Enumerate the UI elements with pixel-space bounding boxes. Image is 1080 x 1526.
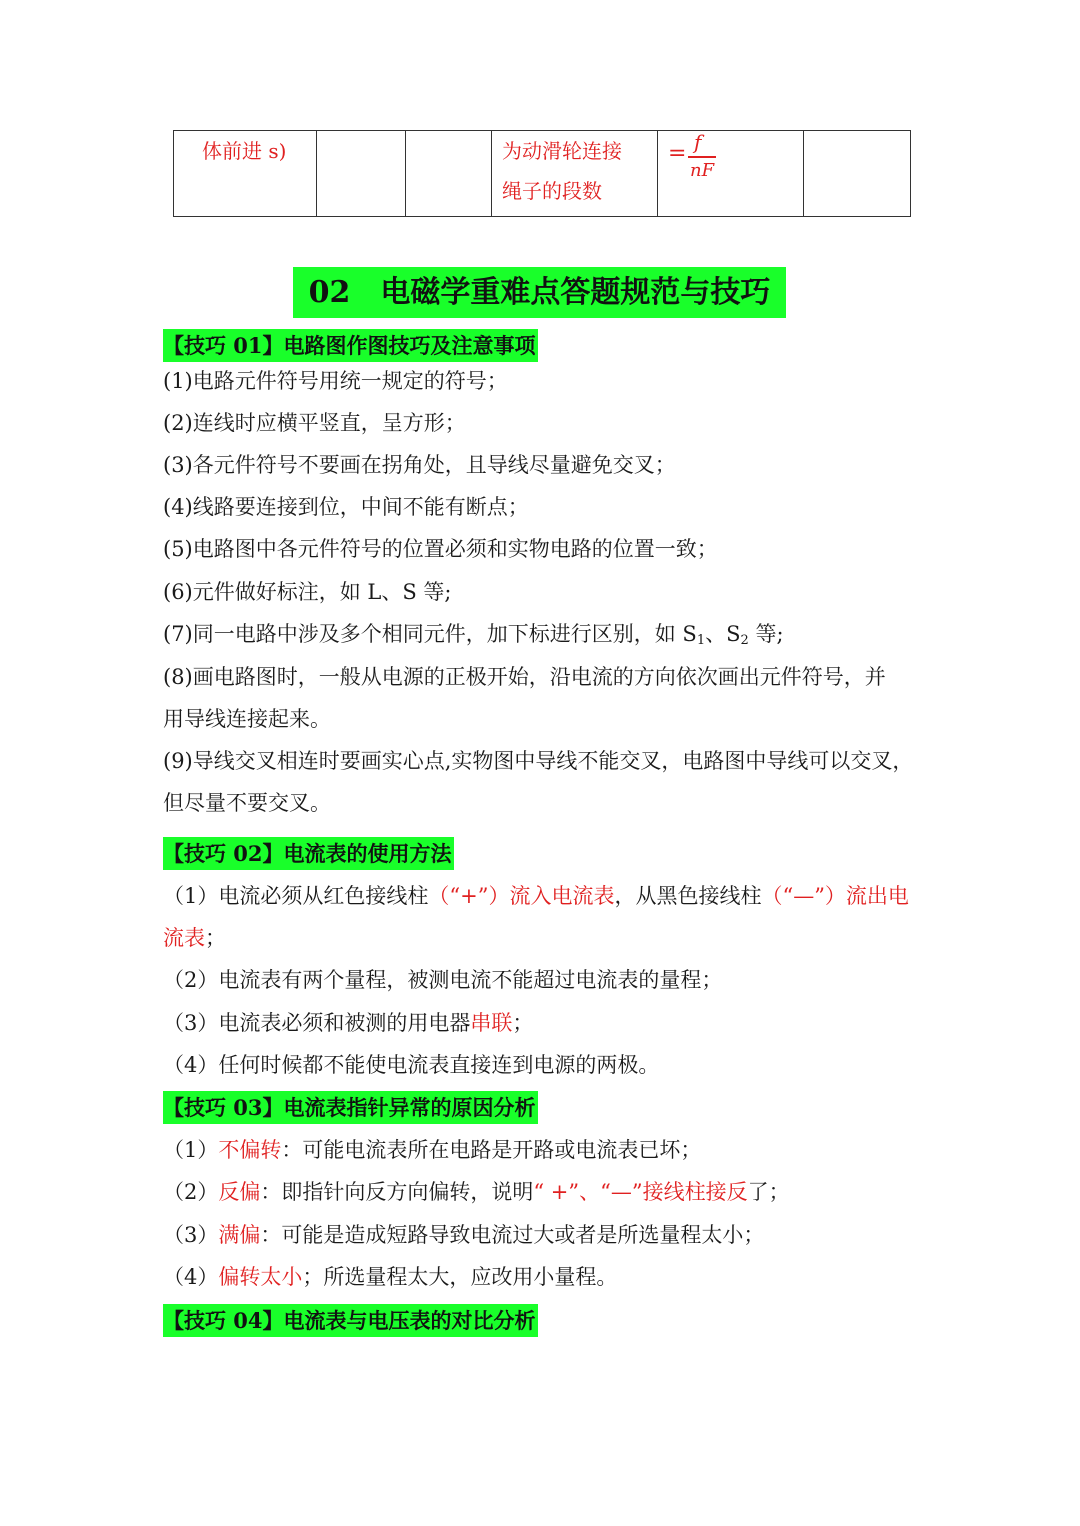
highlight-text: 不偏转 — [218, 1138, 282, 1162]
list-item — [163, 1220, 764, 1250]
list-item-continuation: 用导线连接起来。 — [163, 707, 331, 731]
tip-03-heading: 【技巧 03】电流表指针异常的原因分析 — [163, 1091, 538, 1124]
item7-text: (7)同一电路中涉及多个相同元件，加下标进行区别，如 S — [163, 622, 697, 646]
highlight-text: 串联 — [470, 1011, 513, 1035]
tip-01-heading: 【技巧 01】电路图作图技巧及注意事项 — [163, 329, 538, 362]
list-item-continuation: 但尽量不要交叉。 — [163, 791, 331, 815]
list-item: (4)线路要连接到位，中间不能有断点； — [163, 495, 529, 519]
list-item: (9)导线交叉相连时要画实心点,实物图中导线不能交叉，电路图中导线可以交叉， — [163, 749, 914, 773]
text: ； — [205, 926, 226, 950]
item7-text: 等; — [748, 622, 784, 646]
text: ；所选量程太大，应改用小量程。 — [302, 1265, 618, 1289]
text: （2） — [163, 1180, 219, 1204]
subscript: 1 — [696, 633, 706, 648]
subscript: 2 — [740, 633, 749, 648]
list-item: (1)电路元件符号用统一规定的符号； — [163, 369, 508, 393]
list-item: （4）任何时候都不能使电流表直接连到电源的两极。 — [163, 1053, 660, 1077]
section-title: 02 电磁学重难点答题规范与技巧 — [293, 267, 786, 318]
list-item — [163, 1008, 533, 1038]
list-item — [163, 881, 909, 911]
table-cell — [492, 131, 658, 217]
tip-02-heading: 【技巧 02】电流表的使用方法 — [163, 837, 454, 870]
cell-text: 为动滑轮连接 — [502, 139, 622, 163]
text: （1）电流必须从红色接线柱 — [163, 884, 429, 908]
text: ：即指针向反方向偏转，说明 — [260, 1180, 534, 1204]
table-cell — [174, 131, 317, 217]
cell-text: 绳子的段数 — [502, 179, 602, 203]
table-cell — [406, 131, 492, 217]
list-item: （2）电流表有两个量程，被测电流不能超过电流表的量程； — [163, 968, 723, 992]
table-cell — [804, 131, 911, 217]
text: （1） — [163, 1138, 219, 1162]
list-item-continuation — [163, 923, 226, 953]
highlight-text: 偏转太小 — [218, 1265, 303, 1289]
fraction-equals: = — [668, 141, 687, 166]
list-item: (8)画电路图时，一般从电源的正极开始，沿电流的方向依次画出元件符号，并 — [163, 665, 886, 689]
fraction-bar — [688, 156, 716, 158]
text: （3） — [163, 1223, 219, 1247]
list-item — [163, 1262, 617, 1292]
list-item — [163, 1135, 701, 1165]
highlight-text: （“+”）流入电流表 — [428, 884, 615, 908]
highlight-text: 满偏 — [218, 1223, 261, 1247]
text: ，从黑色接线柱 — [614, 884, 762, 908]
highlight-text: 流表 — [163, 926, 205, 950]
text: ； — [512, 1011, 534, 1035]
fraction-formula — [658, 131, 803, 211]
fraction-denominator: nF — [690, 160, 715, 181]
list-item — [163, 1177, 790, 1207]
list-item — [163, 619, 784, 656]
highlight-text: “ +”、“—”接线柱接反 — [533, 1180, 748, 1204]
cell-text: 体前进 s) — [202, 139, 287, 163]
list-item: (2)连线时应横平竖直，呈方形； — [163, 411, 466, 435]
table-cell — [658, 131, 804, 217]
text: （4） — [163, 1265, 219, 1289]
item7-text: 、S — [705, 622, 741, 646]
list-item: (5)电路图中各元件符号的位置必须和实物电路的位置一致； — [163, 537, 718, 561]
table-fragment — [173, 130, 911, 217]
text: （3）电流表必须和被测的用电器 — [163, 1011, 471, 1035]
list-item: (6)元件做好标注，如 L、S 等; — [163, 580, 452, 604]
highlight-text: 反偏 — [218, 1180, 261, 1204]
text: ：可能是造成短路导致电流过大或者是所选量程太小； — [260, 1223, 765, 1247]
table-row — [174, 131, 911, 217]
fraction-numerator: f — [694, 130, 702, 154]
text: ：可能电流表所在电路是开路或电流表已坏； — [281, 1138, 702, 1162]
highlight-text: （“—”）流出电 — [761, 884, 909, 908]
text: 了； — [747, 1180, 790, 1204]
list-item: (3)各元件符号不要画在拐角处，且导线尽量避免交叉； — [163, 453, 676, 477]
table-cell — [317, 131, 406, 217]
tip-04-heading: 【技巧 04】电流表与电压表的对比分析 — [163, 1304, 538, 1337]
